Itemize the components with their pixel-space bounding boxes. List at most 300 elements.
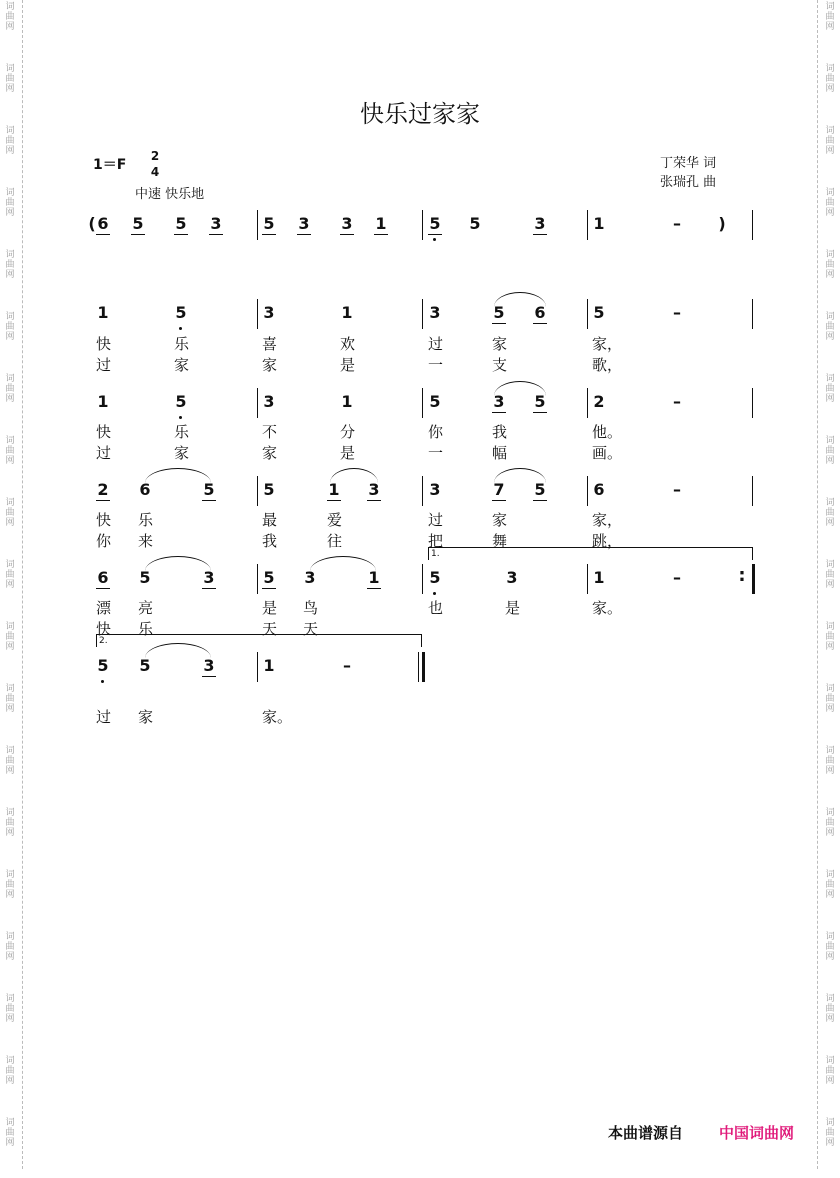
lyric: 是 — [340, 356, 356, 374]
watermark-char: 网 — [5, 22, 15, 32]
watermark-char: 词 — [825, 436, 835, 446]
watermark-char: 词 — [825, 498, 835, 508]
watermark-char: 曲 — [825, 1128, 835, 1138]
watermark-char: 词 — [825, 1056, 835, 1066]
note: 5 — [97, 656, 109, 675]
watermark-char: 曲 — [5, 880, 15, 890]
watermark-char: 词 — [825, 622, 835, 632]
watermark-char: 词 — [825, 374, 835, 384]
lyric: 家 — [492, 335, 508, 353]
barline — [587, 388, 588, 418]
note: 3 — [298, 214, 310, 233]
watermark-group — [823, 496, 837, 558]
lyric: 乐 — [138, 511, 154, 529]
watermark-group — [3, 868, 17, 930]
time-signature — [148, 150, 162, 179]
lyric: 来 — [138, 532, 154, 550]
watermark-char: 词 — [5, 622, 15, 632]
watermark-group — [3, 682, 17, 744]
watermark-group — [3, 744, 17, 806]
watermark-char: 网 — [825, 890, 835, 900]
note: 3 — [203, 568, 215, 587]
right-cut-line — [817, 0, 818, 1169]
watermark-group — [3, 310, 17, 372]
watermark-char: 网 — [5, 332, 15, 342]
watermark-char: 曲 — [825, 384, 835, 394]
watermark-char: 词 — [5, 64, 15, 74]
watermark-group — [3, 558, 17, 620]
lyric: 快 — [96, 620, 112, 638]
note: 7 — [493, 480, 505, 499]
watermark-char: 词 — [825, 2, 835, 12]
lyric: 不 — [262, 423, 278, 441]
watermark-group — [823, 0, 837, 62]
watermark-char: 网 — [825, 518, 835, 528]
watermark-char: 曲 — [5, 136, 15, 146]
lyric: 我 — [492, 423, 508, 441]
lyric: 你 — [96, 532, 112, 550]
dash: – — [673, 303, 681, 322]
lyric: 舞 — [492, 532, 508, 550]
dash: – — [673, 568, 681, 587]
note: 5 — [139, 568, 151, 587]
note: 3 — [429, 303, 441, 322]
watermark-char: 词 — [5, 2, 15, 12]
watermark-char: 曲 — [5, 384, 15, 394]
repeat-dots: : — [738, 565, 746, 586]
watermark-group — [3, 434, 17, 496]
watermark-group — [3, 124, 17, 186]
note: 1 — [368, 568, 380, 587]
lyric: 把 — [428, 532, 444, 550]
watermark-char: 曲 — [5, 942, 15, 952]
left-cut-line — [22, 0, 23, 1169]
watermark-group — [823, 186, 837, 248]
lyric: 支 — [492, 356, 508, 374]
watermark-group — [3, 496, 17, 558]
lyric: 漂 — [96, 599, 112, 617]
watermark-char: 网 — [5, 766, 15, 776]
note: 1 — [97, 392, 109, 411]
lyric: 乐 — [174, 335, 190, 353]
lyric: 过 — [96, 356, 112, 374]
watermark-group — [823, 620, 837, 682]
watermark-char: 网 — [5, 518, 15, 528]
lyric: 家。 — [262, 708, 293, 726]
watermark-group — [823, 434, 837, 496]
lyric: 家。 — [592, 599, 623, 617]
right-watermark-strip — [823, 0, 837, 1169]
watermark-char: 词 — [825, 870, 835, 880]
note: 5 — [139, 656, 151, 675]
watermark-char: 网 — [825, 580, 835, 590]
lyric: 亮 — [138, 599, 154, 617]
note: 3 — [506, 568, 518, 587]
watermark-char: 网 — [825, 828, 835, 838]
watermark-char: 词 — [825, 560, 835, 570]
watermark-char: 词 — [825, 250, 835, 260]
lyric: 过 — [428, 335, 444, 353]
watermark-char: 词 — [5, 188, 15, 198]
watermark-char: 词 — [825, 994, 835, 1004]
watermark-char: 曲 — [5, 818, 15, 828]
note: 1 — [375, 214, 387, 233]
lyric: 快 — [96, 335, 112, 353]
watermark-char: 曲 — [825, 74, 835, 84]
watermark-char: 网 — [5, 1014, 15, 1024]
barline — [587, 299, 588, 329]
barline — [257, 299, 258, 329]
note: 3 — [263, 392, 275, 411]
watermark-char: 网 — [825, 952, 835, 962]
note: 3 — [341, 214, 353, 233]
watermark-char: 词 — [825, 932, 835, 942]
dash: – — [673, 480, 681, 499]
watermark-char: 网 — [825, 456, 835, 466]
note: 3 — [368, 480, 380, 499]
lyric: 幅 — [492, 444, 508, 462]
lyric: 跳， — [592, 532, 623, 550]
watermark-group — [823, 310, 837, 372]
intro-open-paren: ( — [88, 214, 96, 233]
watermark-group — [3, 186, 17, 248]
watermark-char: 曲 — [5, 1128, 15, 1138]
lyric: 一 — [428, 444, 444, 462]
watermark-group — [823, 868, 837, 930]
watermark-char: 网 — [825, 146, 835, 156]
watermark-char: 网 — [5, 270, 15, 280]
note: 6 — [97, 568, 109, 587]
watermark-char: 网 — [5, 1138, 15, 1148]
note: 5 — [429, 392, 441, 411]
watermark-char: 曲 — [5, 1004, 15, 1014]
lyric: 快 — [96, 511, 112, 529]
watermark-char: 网 — [5, 394, 15, 404]
song-title: 快乐过家家 — [360, 100, 480, 128]
watermark-char: 曲 — [825, 570, 835, 580]
note: 5 — [534, 392, 546, 411]
lyric: 你 — [428, 423, 444, 441]
lyric: 他。 — [592, 423, 623, 441]
barline — [257, 210, 258, 240]
note: 3 — [493, 392, 505, 411]
volta-1-label: 1. — [431, 549, 440, 559]
watermark-char: 曲 — [825, 1004, 835, 1014]
note: 5 — [429, 568, 441, 587]
lyric: 家， — [592, 511, 623, 529]
final-barline — [422, 652, 425, 682]
volta-2-label: 2. — [99, 636, 108, 646]
watermark-char: 网 — [825, 642, 835, 652]
watermark-char: 词 — [825, 188, 835, 198]
note: 1 — [341, 392, 353, 411]
lyric: 往 — [327, 532, 343, 550]
source-label: 本曲谱源自 — [608, 1124, 684, 1142]
lyric: 家 — [174, 356, 190, 374]
lyric: 爱 — [327, 511, 343, 529]
watermark-group — [823, 992, 837, 1054]
watermark-char: 曲 — [825, 446, 835, 456]
barline — [257, 388, 258, 418]
note: 3 — [210, 214, 222, 233]
watermark-group — [3, 620, 17, 682]
watermark-char: 网 — [825, 1076, 835, 1086]
watermark-char: 网 — [825, 332, 835, 342]
watermark-char: 曲 — [825, 508, 835, 518]
note: 5 — [263, 480, 275, 499]
note: 6 — [534, 303, 546, 322]
watermark-char: 网 — [825, 394, 835, 404]
volta-bracket-1 — [428, 547, 753, 560]
watermark-char: 网 — [825, 704, 835, 714]
watermark-char: 词 — [825, 312, 835, 322]
barline — [257, 652, 258, 682]
watermark-char: 词 — [5, 808, 15, 818]
watermark-group — [3, 992, 17, 1054]
barline — [587, 210, 588, 240]
note: 1 — [97, 303, 109, 322]
watermark-char: 网 — [825, 766, 835, 776]
time-sig-top: 2 — [150, 149, 160, 163]
barline — [418, 652, 419, 682]
watermark-group — [3, 0, 17, 62]
watermark-group — [3, 1054, 17, 1116]
lyric: 一 — [428, 356, 444, 374]
repeat-end-barline — [752, 564, 755, 594]
note: 1 — [593, 568, 605, 587]
note: 6 — [139, 480, 151, 499]
barline — [257, 476, 258, 506]
dash: – — [673, 392, 681, 411]
lyric: 鸟 — [303, 599, 319, 617]
watermark-char: 网 — [825, 84, 835, 94]
lyric: 家 — [492, 511, 508, 529]
watermark-group — [823, 930, 837, 992]
note: 3 — [534, 214, 546, 233]
watermark-char: 词 — [5, 932, 15, 942]
dash: – — [343, 656, 351, 675]
watermark-char: 词 — [825, 64, 835, 74]
watermark-char: 词 — [825, 746, 835, 756]
watermark-char: 曲 — [825, 756, 835, 766]
barline — [587, 564, 588, 594]
watermark-group — [3, 372, 17, 434]
left-watermark-strip — [3, 0, 17, 1169]
lyric: 歌， — [592, 356, 623, 374]
watermark-char: 曲 — [5, 570, 15, 580]
watermark-char: 词 — [825, 126, 835, 136]
watermark-group — [823, 124, 837, 186]
watermark-char: 曲 — [825, 260, 835, 270]
barline — [257, 564, 258, 594]
watermark-char: 网 — [825, 208, 835, 218]
watermark-char: 曲 — [825, 818, 835, 828]
watermark-char: 网 — [5, 828, 15, 838]
time-sig-bottom: 4 — [150, 165, 160, 179]
watermark-group — [823, 806, 837, 868]
watermark-char: 词 — [5, 250, 15, 260]
watermark-char: 曲 — [825, 880, 835, 890]
note: 5 — [175, 214, 187, 233]
note: 1 — [341, 303, 353, 322]
composer-credit: 张瑞孔 曲 — [660, 175, 717, 190]
lyric: 最 — [262, 511, 278, 529]
lyric: 家 — [262, 444, 278, 462]
watermark-char: 词 — [825, 684, 835, 694]
watermark-group — [823, 558, 837, 620]
watermark-char: 曲 — [5, 260, 15, 270]
note: 5 — [263, 568, 275, 587]
intro-close-paren: ) — [718, 214, 726, 233]
watermark-char: 词 — [5, 312, 15, 322]
watermark-char: 网 — [5, 890, 15, 900]
watermark-char: 网 — [825, 1014, 835, 1024]
note: 1 — [263, 656, 275, 675]
lyric: 天 — [303, 620, 319, 638]
note: 1 — [593, 214, 605, 233]
watermark-char: 词 — [5, 870, 15, 880]
lyricist-credit: 丁荣华 词 — [660, 156, 717, 171]
watermark-char: 曲 — [825, 136, 835, 146]
watermark-char: 词 — [5, 1118, 15, 1128]
watermark-char: 网 — [5, 84, 15, 94]
dash: – — [673, 214, 681, 233]
note: 5 — [493, 303, 505, 322]
note: 2 — [593, 392, 605, 411]
barline — [422, 564, 423, 594]
watermark-char: 网 — [825, 270, 835, 280]
note: 6 — [97, 214, 109, 233]
barline — [422, 388, 423, 418]
watermark-char: 曲 — [825, 942, 835, 952]
lyric: 家 — [174, 444, 190, 462]
lyric: 是 — [340, 444, 356, 462]
lyric: 喜 — [262, 335, 278, 353]
note: 3 — [203, 656, 215, 675]
lyric: 是 — [505, 599, 521, 617]
note: 5 — [203, 480, 215, 499]
barline — [422, 299, 423, 329]
watermark-char: 词 — [5, 126, 15, 136]
watermark-group — [823, 1054, 837, 1116]
note: 6 — [593, 480, 605, 499]
note: 3 — [429, 480, 441, 499]
watermark-char: 网 — [5, 952, 15, 962]
watermark-char: 网 — [5, 704, 15, 714]
lyric: 过 — [428, 511, 444, 529]
lyric: 过 — [96, 444, 112, 462]
watermark-char: 词 — [5, 436, 15, 446]
watermark-char: 曲 — [825, 12, 835, 22]
watermark-char: 词 — [5, 374, 15, 384]
lyric: 乐 — [174, 423, 190, 441]
watermark-char: 曲 — [5, 508, 15, 518]
note: 5 — [175, 303, 187, 322]
lyric: 也 — [428, 599, 444, 617]
note: 5 — [132, 214, 144, 233]
volta-bracket-2 — [96, 634, 422, 647]
watermark-char: 网 — [825, 22, 835, 32]
watermark-char: 曲 — [5, 198, 15, 208]
watermark-group — [3, 930, 17, 992]
watermark-char: 曲 — [5, 74, 15, 84]
barline — [752, 388, 753, 418]
tempo-marking: 中速 快乐地 — [135, 187, 205, 202]
watermark-char: 词 — [5, 498, 15, 508]
lyric: 欢 — [340, 335, 356, 353]
note: 5 — [263, 214, 275, 233]
lyric: 天 — [262, 620, 278, 638]
lyric: 快 — [96, 423, 112, 441]
watermark-char: 词 — [5, 1056, 15, 1066]
lyric: 分 — [340, 423, 356, 441]
watermark-char: 网 — [825, 1138, 835, 1148]
watermark-char: 词 — [5, 560, 15, 570]
lyric: 我 — [262, 532, 278, 550]
note: 5 — [175, 392, 187, 411]
note: 1 — [328, 480, 340, 499]
watermark-char: 曲 — [5, 322, 15, 332]
note: 5 — [469, 214, 481, 233]
watermark-char: 曲 — [5, 756, 15, 766]
watermark-char: 曲 — [5, 12, 15, 22]
watermark-group — [823, 682, 837, 744]
barline — [422, 476, 423, 506]
note: 3 — [304, 568, 316, 587]
watermark-char: 网 — [5, 208, 15, 218]
watermark-char: 词 — [5, 684, 15, 694]
lyric: 家 — [262, 356, 278, 374]
watermark-char: 词 — [5, 994, 15, 1004]
barline — [752, 476, 753, 506]
barline — [752, 210, 753, 240]
watermark-char: 网 — [5, 1076, 15, 1086]
watermark-char: 曲 — [825, 322, 835, 332]
note: 5 — [593, 303, 605, 322]
watermark-char: 曲 — [5, 1066, 15, 1076]
watermark-char: 词 — [5, 746, 15, 756]
watermark-char: 曲 — [5, 446, 15, 456]
lyric: 画。 — [592, 444, 623, 462]
watermark-char: 曲 — [825, 694, 835, 704]
watermark-group — [823, 248, 837, 310]
lyric: 家 — [138, 708, 154, 726]
watermark-char: 曲 — [5, 632, 15, 642]
watermark-group — [823, 372, 837, 434]
watermark-char: 曲 — [825, 632, 835, 642]
watermark-group — [3, 806, 17, 868]
note: 2 — [97, 480, 109, 499]
source-site-link[interactable]: 中国词曲网 — [719, 1124, 795, 1142]
barline — [752, 299, 753, 329]
lyric: 家， — [592, 335, 623, 353]
watermark-char: 词 — [825, 808, 835, 818]
barline — [422, 210, 423, 240]
watermark-char: 词 — [825, 1118, 835, 1128]
watermark-group — [3, 248, 17, 310]
watermark-char: 曲 — [5, 694, 15, 704]
watermark-group — [823, 744, 837, 806]
watermark-char: 网 — [5, 642, 15, 652]
barline — [587, 476, 588, 506]
note: 3 — [263, 303, 275, 322]
watermark-char: 网 — [5, 146, 15, 156]
note: 5 — [429, 214, 441, 233]
lyric: 乐 — [138, 620, 154, 638]
key-signature: 1＝F — [93, 157, 127, 173]
lyric: 是 — [262, 599, 278, 617]
note: 5 — [534, 480, 546, 499]
